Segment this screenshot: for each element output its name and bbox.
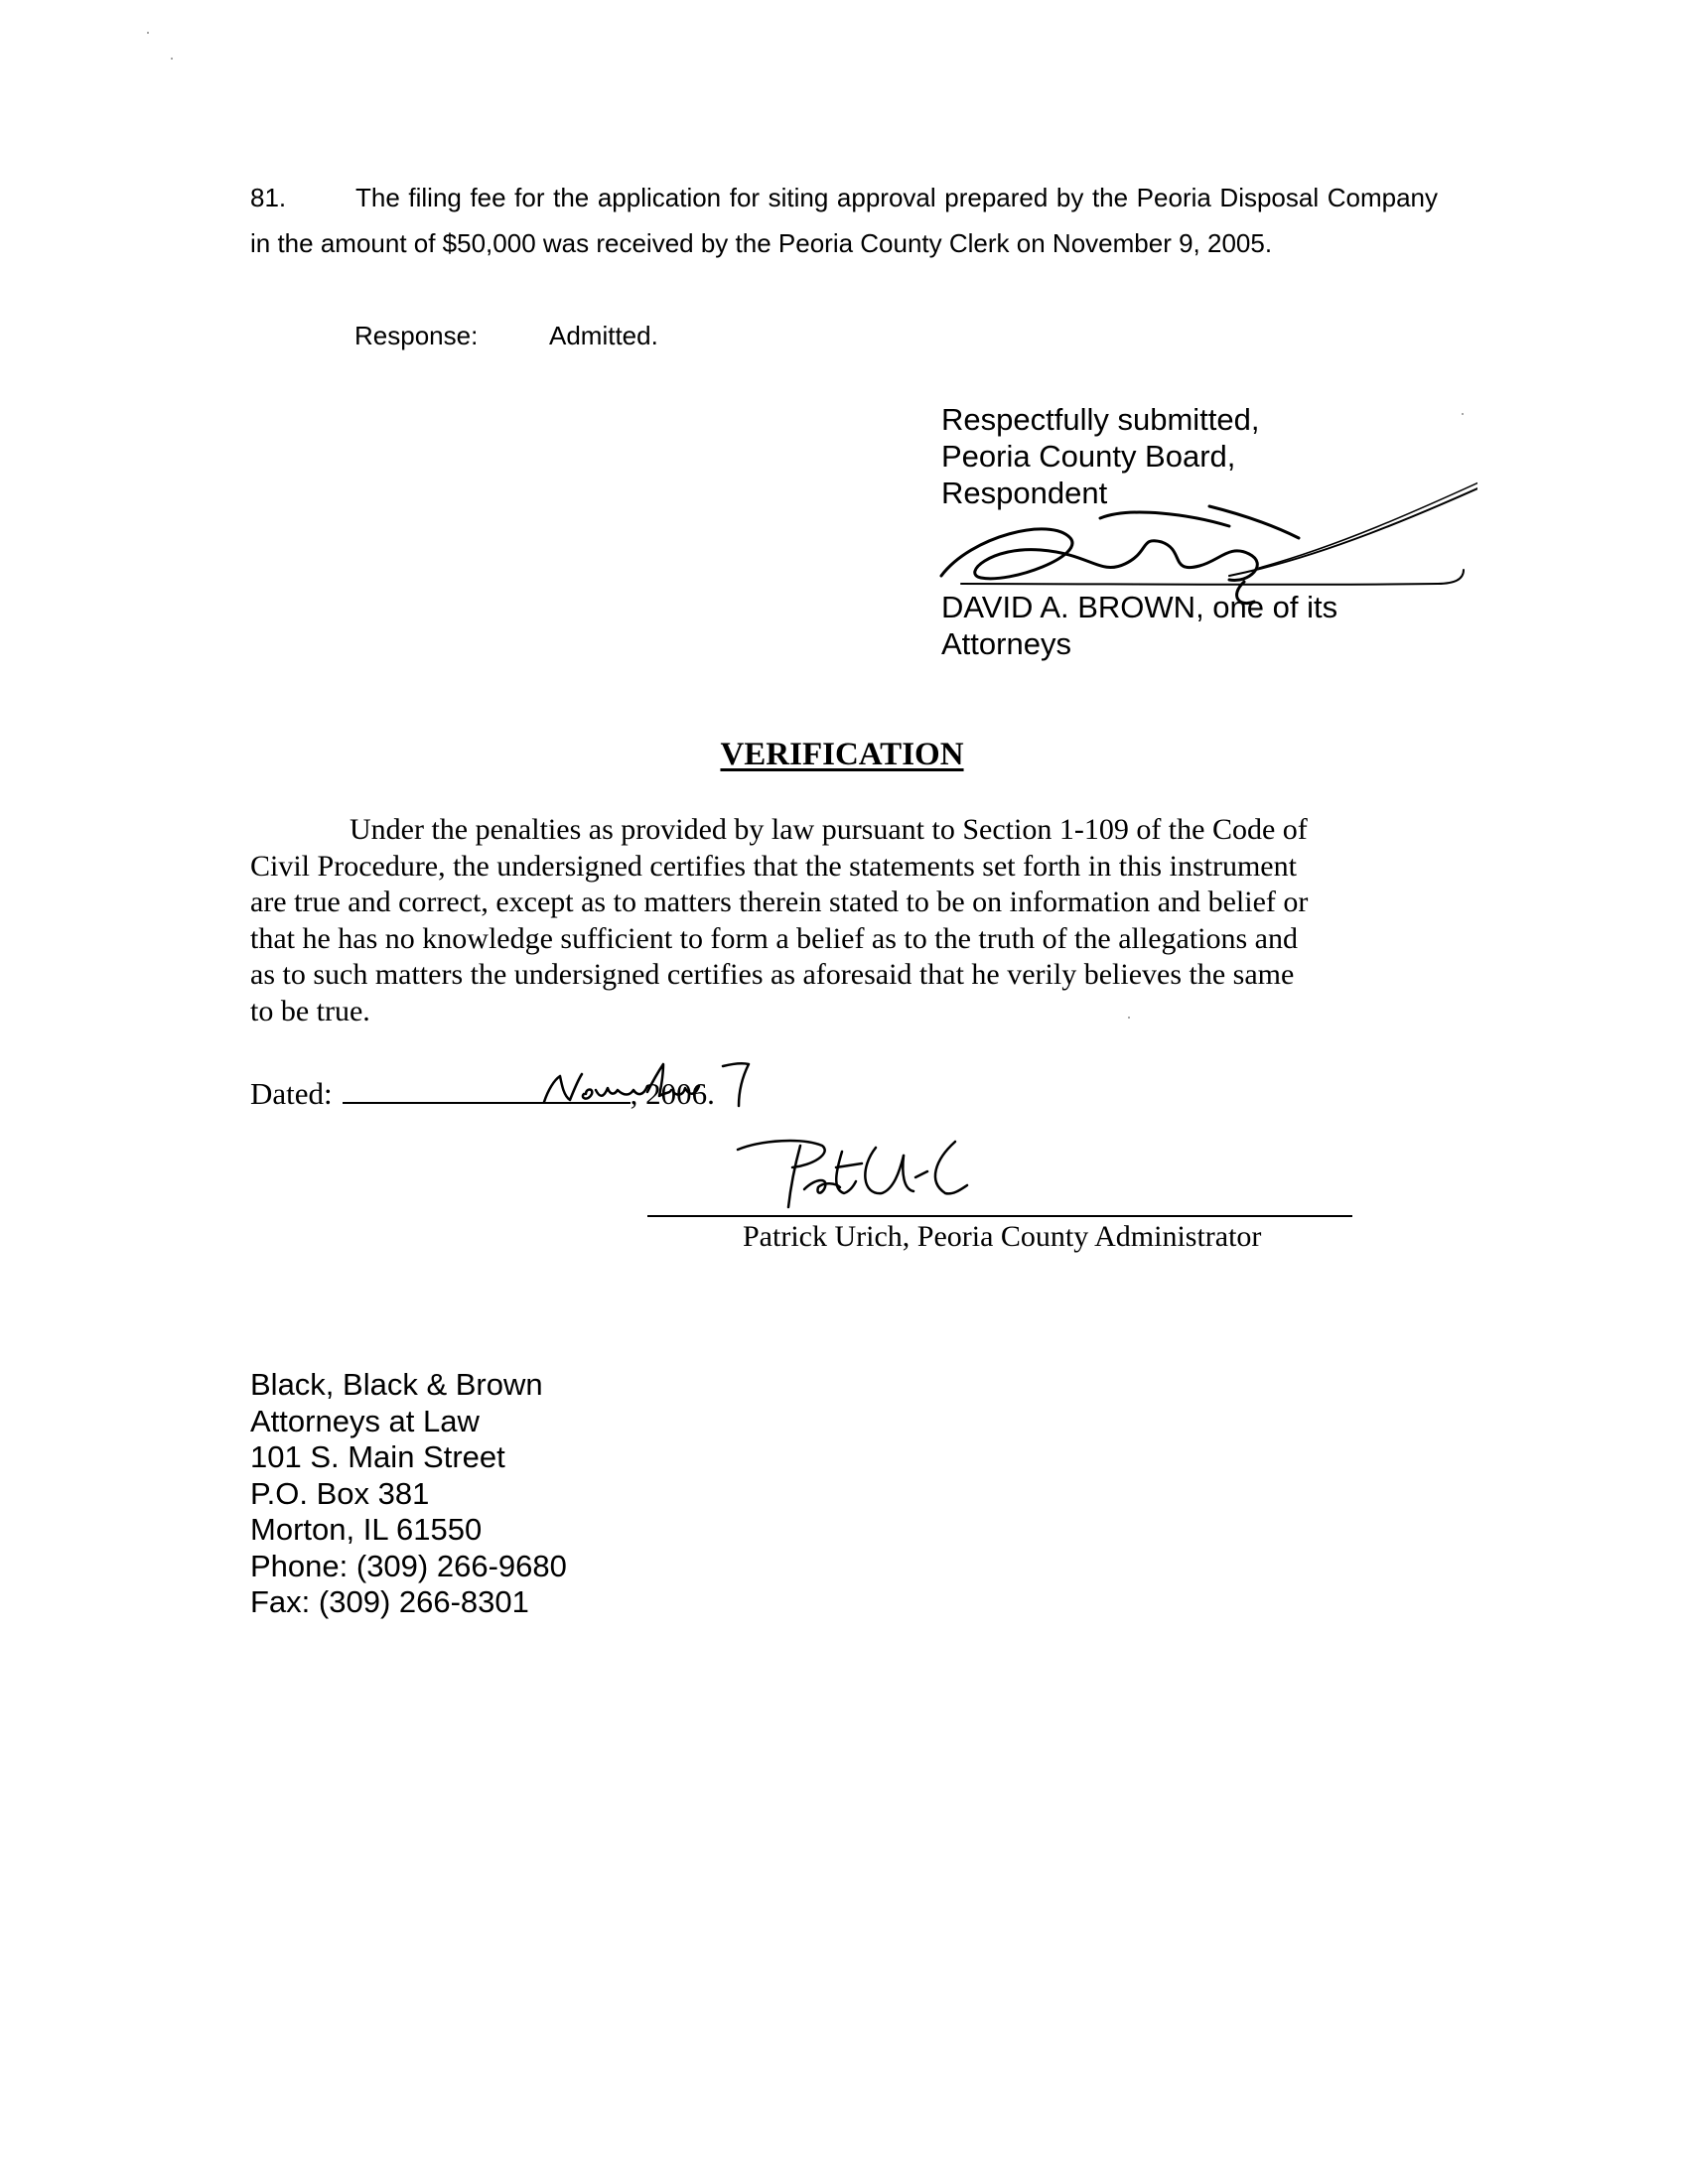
verification-line: as to such matters the undersigned certifies as aforesaid that he verily believes the same — [250, 958, 1295, 991]
scan-speck — [171, 58, 173, 60]
verification-line: Under the penalties as provided by law pursuant to Section 1-109 of the Code of — [350, 813, 1308, 846]
verification-title: VERIFICATION — [720, 737, 964, 772]
firm-street: 101 S. Main Street — [250, 1439, 505, 1474]
scan-speck — [147, 32, 149, 34]
administrator-name: Patrick Urich, Peoria County Administrator — [743, 1220, 1262, 1253]
scan-speck — [1128, 1017, 1130, 1019]
firm-descriptor: Attorneys at Law — [250, 1403, 480, 1438]
firm-po-box: P.O. Box 381 — [250, 1475, 430, 1511]
firm-name: Black, Black & Brown — [250, 1367, 543, 1402]
administrator-signature-line — [647, 1215, 1352, 1217]
verification-line: to be true. — [250, 994, 370, 1027]
firm-fax: Fax: (309) 266-8301 — [250, 1584, 529, 1619]
dated-year: , 2006. — [630, 1076, 715, 1111]
attorney-role: Attorneys — [941, 626, 1071, 661]
response-value: Admitted. — [549, 321, 658, 350]
firm-phone: Phone: (309) 266-9680 — [250, 1548, 567, 1583]
handwritten-date — [536, 1050, 824, 1120]
verification-line: that he has no knowledge sufficient to form a belief as to the truth of the allegations and — [250, 921, 1298, 955]
paragraph-81 — [250, 175, 1438, 266]
scan-speck — [1462, 413, 1464, 415]
sig-line-3: Respondent — [941, 476, 1108, 510]
response-line — [354, 316, 658, 355]
attorney-block — [941, 589, 1337, 662]
verification-text — [250, 812, 1442, 1029]
paragraph-text: The filing fee for the application for siting approval prepared by the Peoria Disposal Company in the amount of $50,000 was received by the Peoria County Clerk on November 9, 2005. — [250, 183, 1438, 258]
firm-address-block — [250, 1367, 567, 1621]
administrator-signature-scrawl — [733, 1132, 1031, 1221]
response-label: Response: — [354, 321, 479, 350]
firm-city: Morton, IL 61550 — [250, 1512, 483, 1547]
verification-line: Civil Procedure, the undersigned certifies that the statements set forth in this instrument — [250, 849, 1297, 883]
sig-line-2: Peoria County Board, — [941, 439, 1236, 474]
dated-label: Dated: — [250, 1076, 333, 1111]
attorney-name: DAVID A. BROWN, one of its — [941, 590, 1338, 624]
paragraph-number: 81. — [250, 183, 287, 212]
sig-line-1: Respectfully submitted, — [941, 402, 1260, 437]
verification-line: are true and correct, except as to matters therein stated to be on information and belief or — [250, 886, 1309, 918]
